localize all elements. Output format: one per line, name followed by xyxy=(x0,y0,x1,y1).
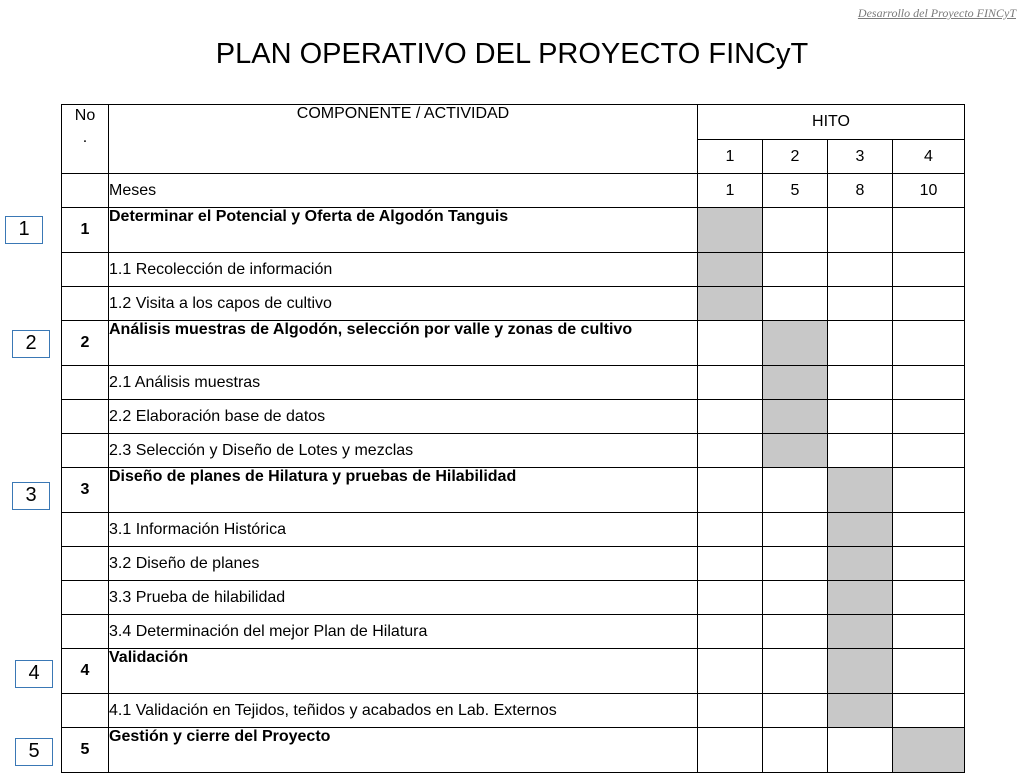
component-label: Análisis muestras de Algodón, selección por valle y zonas de cultivo xyxy=(109,321,698,366)
hito-cell xyxy=(893,321,965,366)
hito-cell xyxy=(698,366,763,400)
hito-number: 1 xyxy=(698,140,763,174)
component-badge: 2 xyxy=(12,330,50,358)
hito-cell xyxy=(828,366,893,400)
page-title: PLAN OPERATIVO DEL PROYECTO FINCyT xyxy=(215,38,809,70)
activity-row xyxy=(62,547,965,581)
component-label: Gestión y cierre del Proyecto xyxy=(109,728,698,773)
hito-cell-active xyxy=(828,649,893,694)
hito-cell xyxy=(893,694,965,728)
row-number: 3 xyxy=(62,468,109,513)
activity-label: 3.1 Información Histórica xyxy=(109,513,698,547)
hito-cell xyxy=(698,694,763,728)
component-row xyxy=(62,728,965,773)
hito-cell xyxy=(893,468,965,513)
hito-cell-active xyxy=(828,615,893,649)
activity-label: 1.2 Visita a los capos de cultivo xyxy=(109,287,698,321)
activity-label: 4.1 Validación en Tejidos, teñidos y acabados en Lab. Externos xyxy=(109,694,698,728)
month-value: 5 xyxy=(763,174,828,208)
component-badge: 5 xyxy=(15,738,53,766)
activity-row xyxy=(62,694,965,728)
row-number xyxy=(62,513,109,547)
component-badge: 4 xyxy=(15,660,53,688)
header-note: Desarrollo del Proyecto FINCyT xyxy=(857,6,1016,20)
component-badge: 1 xyxy=(5,216,43,244)
hito-cell xyxy=(763,208,828,253)
hito-cell xyxy=(763,513,828,547)
activity-row xyxy=(62,366,965,400)
header-row xyxy=(62,105,965,140)
hito-cell xyxy=(763,615,828,649)
activity-label: 2.1 Análisis muestras xyxy=(109,366,698,400)
hito-cell-active xyxy=(828,547,893,581)
row-number xyxy=(62,253,109,287)
component-row xyxy=(62,649,965,694)
hito-cell xyxy=(698,434,763,468)
plan-table-body xyxy=(62,105,965,773)
hito-cell xyxy=(828,321,893,366)
hito-number: 2 xyxy=(763,140,828,174)
activity-label: 3.4 Determinación del mejor Plan de Hilatura xyxy=(109,615,698,649)
plan-table xyxy=(61,104,965,773)
hito-cell-active xyxy=(763,321,828,366)
hito-cell xyxy=(698,400,763,434)
no-column-header xyxy=(62,105,109,174)
hito-cell-active xyxy=(763,366,828,400)
hito-cell xyxy=(828,287,893,321)
hito-cell xyxy=(893,253,965,287)
hito-column-header: HITO xyxy=(698,105,965,140)
hito-cell xyxy=(698,513,763,547)
hito-cell-active xyxy=(828,694,893,728)
activity-label: 3.2 Diseño de planes xyxy=(109,547,698,581)
hito-cell xyxy=(828,208,893,253)
hito-cell-active xyxy=(828,468,893,513)
hito-cell xyxy=(763,547,828,581)
hito-cell xyxy=(893,513,965,547)
activity-column-header: COMPONENTE / ACTIVIDAD xyxy=(109,105,698,174)
hito-cell-active xyxy=(828,513,893,547)
hito-cell-active xyxy=(698,208,763,253)
months-no-cell xyxy=(62,174,109,208)
hito-cell-active xyxy=(763,434,828,468)
activity-row xyxy=(62,581,965,615)
hito-cell xyxy=(893,615,965,649)
component-row xyxy=(62,208,965,253)
hito-cell xyxy=(828,728,893,773)
activity-label: 1.1 Recolección de información xyxy=(109,253,698,287)
hito-cell xyxy=(698,547,763,581)
months-row xyxy=(62,174,965,208)
hito-cell xyxy=(828,253,893,287)
row-number xyxy=(62,694,109,728)
activity-row xyxy=(62,434,965,468)
row-number xyxy=(62,581,109,615)
hito-cell-active xyxy=(828,581,893,615)
hito-cell-active xyxy=(763,400,828,434)
hito-cell xyxy=(763,694,828,728)
hito-cell xyxy=(893,434,965,468)
row-number: 1 xyxy=(62,208,109,253)
row-number: 2 xyxy=(62,321,109,366)
hito-cell xyxy=(828,434,893,468)
hito-cell xyxy=(698,615,763,649)
component-badge: 3 xyxy=(12,482,50,510)
hito-cell xyxy=(763,287,828,321)
component-label: Validación xyxy=(109,649,698,694)
hito-cell xyxy=(893,366,965,400)
component-label: Diseño de planes de Hilatura y pruebas de Hilabilidad xyxy=(109,468,698,513)
activity-label: 3.3 Prueba de hilabilidad xyxy=(109,581,698,615)
hito-cell xyxy=(893,208,965,253)
hito-cell xyxy=(763,728,828,773)
row-number: 5 xyxy=(62,728,109,773)
row-number xyxy=(62,547,109,581)
activity-row xyxy=(62,615,965,649)
component-row xyxy=(62,468,965,513)
row-number xyxy=(62,434,109,468)
activity-row xyxy=(62,513,965,547)
hito-cell xyxy=(763,649,828,694)
hito-cell xyxy=(763,253,828,287)
month-value: 10 xyxy=(893,174,965,208)
hito-cell xyxy=(893,547,965,581)
hito-cell-active xyxy=(698,253,763,287)
activity-row xyxy=(62,400,965,434)
hito-cell xyxy=(698,728,763,773)
hito-cell xyxy=(698,321,763,366)
row-number xyxy=(62,400,109,434)
hito-cell xyxy=(698,649,763,694)
hito-cell-active xyxy=(698,287,763,321)
activity-row xyxy=(62,253,965,287)
hito-number: 3 xyxy=(828,140,893,174)
row-number xyxy=(62,366,109,400)
month-value: 1 xyxy=(698,174,763,208)
hito-cell xyxy=(828,400,893,434)
component-row xyxy=(62,321,965,366)
hito-cell xyxy=(893,287,965,321)
hito-cell xyxy=(698,581,763,615)
hito-cell xyxy=(893,649,965,694)
months-label: Meses xyxy=(109,174,698,208)
hito-cell xyxy=(763,468,828,513)
no-header-text: No . xyxy=(74,107,96,146)
activity-row xyxy=(62,287,965,321)
hito-cell xyxy=(763,581,828,615)
activity-label: 2.3 Selección y Diseño de Lotes y mezclas xyxy=(109,434,698,468)
row-number xyxy=(62,287,109,321)
hito-number: 4 xyxy=(893,140,965,174)
row-number xyxy=(62,615,109,649)
month-value: 8 xyxy=(828,174,893,208)
hito-cell xyxy=(893,581,965,615)
hito-cell-active xyxy=(893,728,965,773)
component-label: Determinar el Potencial y Oferta de Algodón Tanguis xyxy=(109,208,698,253)
hito-cell xyxy=(698,468,763,513)
row-number: 4 xyxy=(62,649,109,694)
activity-label: 2.2 Elaboración base de datos xyxy=(109,400,698,434)
hito-cell xyxy=(893,400,965,434)
